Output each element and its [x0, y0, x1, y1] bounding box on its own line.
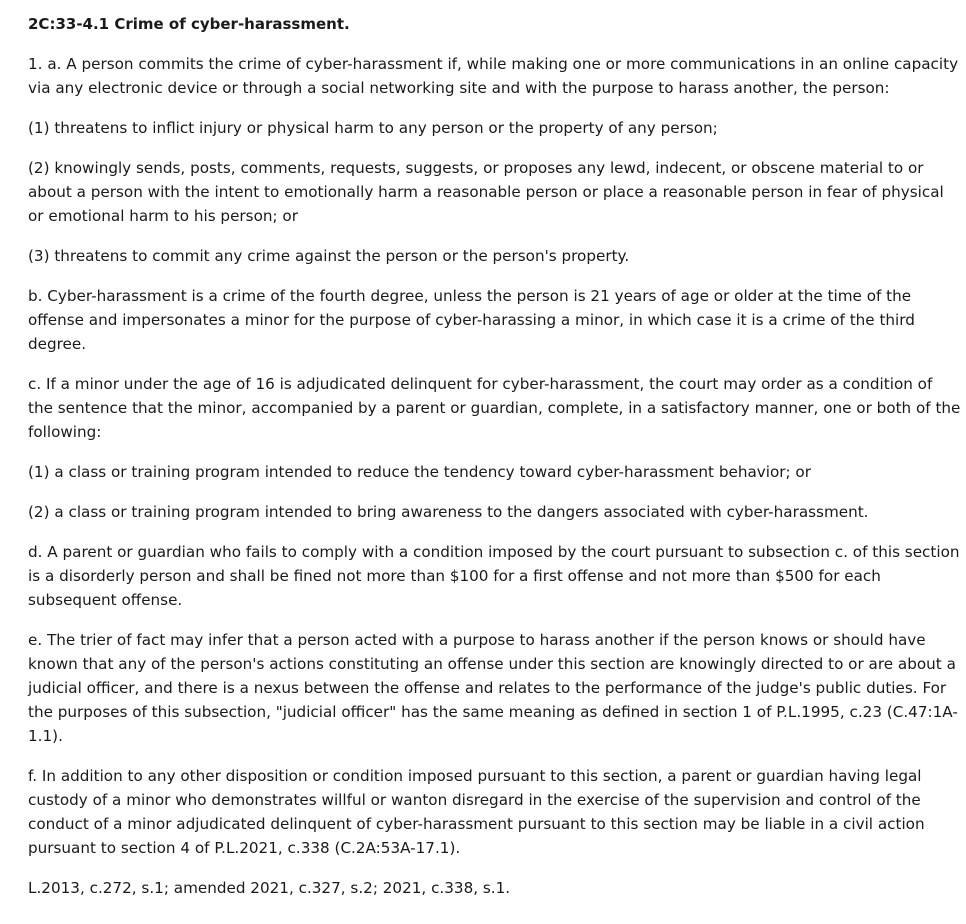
text-line: is a disorderly person and shall be fined not more than $100 for a first offense and not more than $500 for each: [28, 567, 881, 585]
paragraph-1d: [28, 540, 960, 612]
text-line: c. If a minor under the age of 16 is adjudicated delinquent for cyber-harassment, the court may order as a condition of: [28, 375, 933, 393]
text-line: conduct of a minor adjudicated delinquent of cyber-harassment pursuant to this section may be liable in a civil action: [28, 815, 925, 833]
paragraph-1a-3: (3) threatens to commit any crime against the person or the person's property.: [28, 247, 630, 265]
text-line: the purposes of this subsection, "judicial officer" has the same meaning as defined in section 1 of P.L.1995, c.23 (C.47:1A-: [28, 703, 958, 721]
text-line: or emotional harm to his person; or: [28, 207, 298, 225]
text-line: f. In addition to any other disposition or condition imposed pursuant to this section, a parent or guardian having legal: [28, 767, 922, 785]
text-line: the sentence that the minor, accompanied by a parent or guardian, complete, in a satisfactory manner, one or both of the: [28, 399, 961, 417]
paragraph-1c-1: (1) a class or training program intended to reduce the tendency toward cyber-harassment behavior; or: [28, 463, 811, 481]
text-line: judicial officer, and there is a nexus between the offense and relates to the performance of the judge's public duties. For: [28, 679, 947, 697]
paragraph-1a: [28, 52, 958, 100]
paragraph-1c: [28, 372, 960, 444]
paragraph-1b: [28, 284, 915, 356]
section-title: 2C:33-4.1 Crime of cyber-harassment.: [28, 15, 350, 33]
text-line: d. A parent or guardian who fails to comply with a condition imposed by the court pursuant to subsection c. of this section: [28, 543, 960, 561]
paragraph-1e: [28, 628, 958, 748]
text-line: degree.: [28, 335, 87, 353]
text-line: pursuant to section 4 of P.L.2021, c.338 (C.2A:53A-17.1).: [28, 839, 461, 857]
paragraph-1c-2: (2) a class or training program intended to bring awareness to the dangers associated with cyber-harassment.: [28, 503, 869, 521]
paragraph-1a-1: (1) threatens to inflict injury or physical harm to any person or the property of any person;: [28, 119, 718, 137]
text-line: 1.1).: [28, 727, 63, 745]
text-line: b. Cyber-harassment is a crime of the fourth degree, unless the person is 21 years of age or older at the time of the: [28, 287, 912, 305]
text-line: 1. a. A person commits the crime of cyber-harassment if, while making one or more communications in an online capacity: [28, 55, 959, 73]
text-line: custody of a minor who demonstrates willful or wanton disregard in the exercise of the supervision and control of the: [28, 791, 921, 809]
text-line: offense and impersonates a minor for the purpose of cyber-harassing a minor, in which case it is a crime of the third: [28, 311, 915, 329]
text-line: (2) knowingly sends, posts, comments, requests, suggests, or proposes any lewd, indecent, or obscene material to or: [28, 159, 924, 177]
text-line: about a person with the intent to emotionally harm a reasonable person or place a reasonable person in fear of physical: [28, 183, 944, 201]
text-line: e. The trier of fact may infer that a person acted with a purpose to harass another if the person knows or should have: [28, 631, 926, 649]
text-line: following:: [28, 423, 102, 441]
legislative-history: L.2013, c.272, s.1; amended 2021, c.327, s.2; 2021, c.338, s.1.: [28, 879, 511, 897]
text-line: known that any of the person's actions constituting an offense under this section are knowingly directed to or are about a: [28, 655, 956, 673]
text-line: subsequent offense.: [28, 591, 183, 609]
text-line: via any electronic device or through a social networking site and with the purpose to harass another, the person:: [28, 79, 890, 97]
paragraph-1a-2: [28, 156, 944, 228]
paragraph-1f: [28, 764, 925, 860]
